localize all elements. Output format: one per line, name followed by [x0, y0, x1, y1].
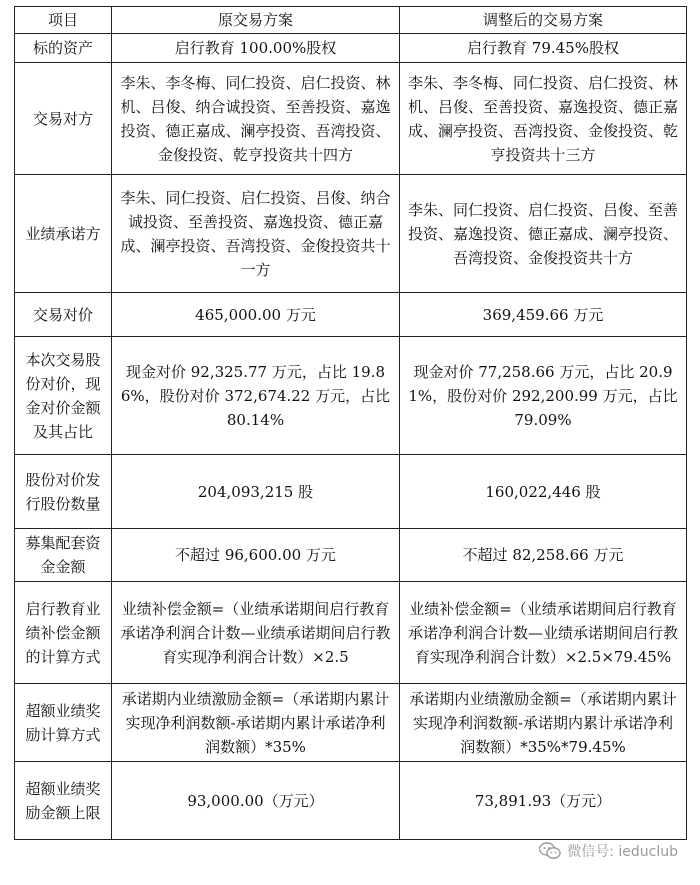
wechat-watermark — [539, 841, 678, 861]
table-row — [15, 175, 687, 293]
original-value: 465,000.00 万元 — [112, 293, 400, 337]
table-row — [15, 337, 687, 455]
adjusted-value: 不超过 82,258.66 万元 — [400, 529, 687, 582]
adjusted-value: 现金对价 77,258.66 万元，占比 20.91%，股份对价 292,200.99 万元，占比 79.09% — [400, 337, 687, 455]
header-item: 项目 — [15, 7, 112, 34]
original-value: 93,000.00（万元） — [112, 762, 400, 840]
adjusted-value: 启行教育 79.45%股权 — [400, 34, 687, 63]
row-label: 超额业绩奖励计算方式 — [15, 684, 112, 762]
original-value: 现金对价 92,325.77 万元，占比 19.86%，股份对价 372,674.22 万元，占比 80.14% — [112, 337, 400, 455]
header-adjusted-plan: 调整后的交易方案 — [400, 7, 687, 34]
adjusted-value: 369,459.66 万元 — [400, 293, 687, 337]
original-value: 李朱、同仁投资、启仁投资、吕俊、纳合诚投资、至善投资、嘉逸投资、德正嘉成、澜亭投资、吾湾投资、金俊投资共十一方 — [112, 175, 400, 293]
table-row — [15, 762, 687, 840]
original-value: 承诺期内业绩激励金额=（承诺期内累计实现净利润数额-承诺期内累计承诺净利润数额）*35% — [112, 684, 400, 762]
row-label: 业绩承诺方 — [15, 175, 112, 293]
row-label: 超额业绩奖励金额上限 — [15, 762, 112, 840]
table-row — [15, 63, 687, 175]
wechat-icon — [539, 842, 561, 860]
original-value: 不超过 96,600.00 万元 — [112, 529, 400, 582]
row-label: 交易对价 — [15, 293, 112, 337]
table-row — [15, 455, 687, 529]
original-value: 李朱、李冬梅、同仁投资、启仁投资、林机、吕俊、纳合诚投资、至善投资、嘉逸投资、德正嘉成、澜亭投资、吾湾投资、金俊投资、乾亨投资共十四方 — [112, 63, 400, 175]
adjusted-value: 160,022,446 股 — [400, 455, 687, 529]
header-original-plan: 原交易方案 — [112, 7, 400, 34]
table-row — [15, 582, 687, 684]
watermark-text: 微信号: ieduclub — [567, 844, 678, 860]
table-row — [15, 684, 687, 762]
adjusted-value: 73,891.93（万元） — [400, 762, 687, 840]
comparison-table — [14, 6, 687, 840]
original-value: 启行教育 100.00%股权 — [112, 34, 400, 63]
row-label: 标的资产 — [15, 34, 112, 63]
table-row — [15, 293, 687, 337]
original-value: 204,093,215 股 — [112, 455, 400, 529]
adjusted-value: 李朱、李冬梅、同仁投资、启仁投资、林机、吕俊、至善投资、嘉逸投资、德正嘉成、澜亭投资、吾湾投资、金俊投资、乾亨投资共十三方 — [400, 63, 687, 175]
original-value: 业绩补偿金额=（业绩承诺期间启行教育承诺净利润合计数—业绩承诺期间启行教育实现净利润合计数）×2.5 — [112, 582, 400, 684]
row-label: 启行教育业绩补偿金额的计算方式 — [15, 582, 112, 684]
adjusted-value: 李朱、同仁投资、启仁投资、吕俊、至善投资、嘉逸投资、德正嘉成、澜亭投资、吾湾投资、金俊投资共十方 — [400, 175, 687, 293]
table-row — [15, 529, 687, 582]
row-label: 股份对价发行股份数量 — [15, 455, 112, 529]
row-label: 交易对方 — [15, 63, 112, 175]
adjusted-value: 承诺期内业绩激励金额=（承诺期内累计实现净利润数额-承诺期内累计承诺净利润数额）*35%*79.45% — [400, 684, 687, 762]
row-label: 本次交易股份对价，现金对价金额及其占比 — [15, 337, 112, 455]
table-row — [15, 34, 687, 63]
adjusted-value: 业绩补偿金额=（业绩承诺期间启行教育承诺净利润合计数—业绩承诺期间启行教育实现净利润合计数）×2.5×79.45% — [400, 582, 687, 684]
table-header-row — [15, 7, 687, 34]
row-label: 募集配套资金金额 — [15, 529, 112, 582]
